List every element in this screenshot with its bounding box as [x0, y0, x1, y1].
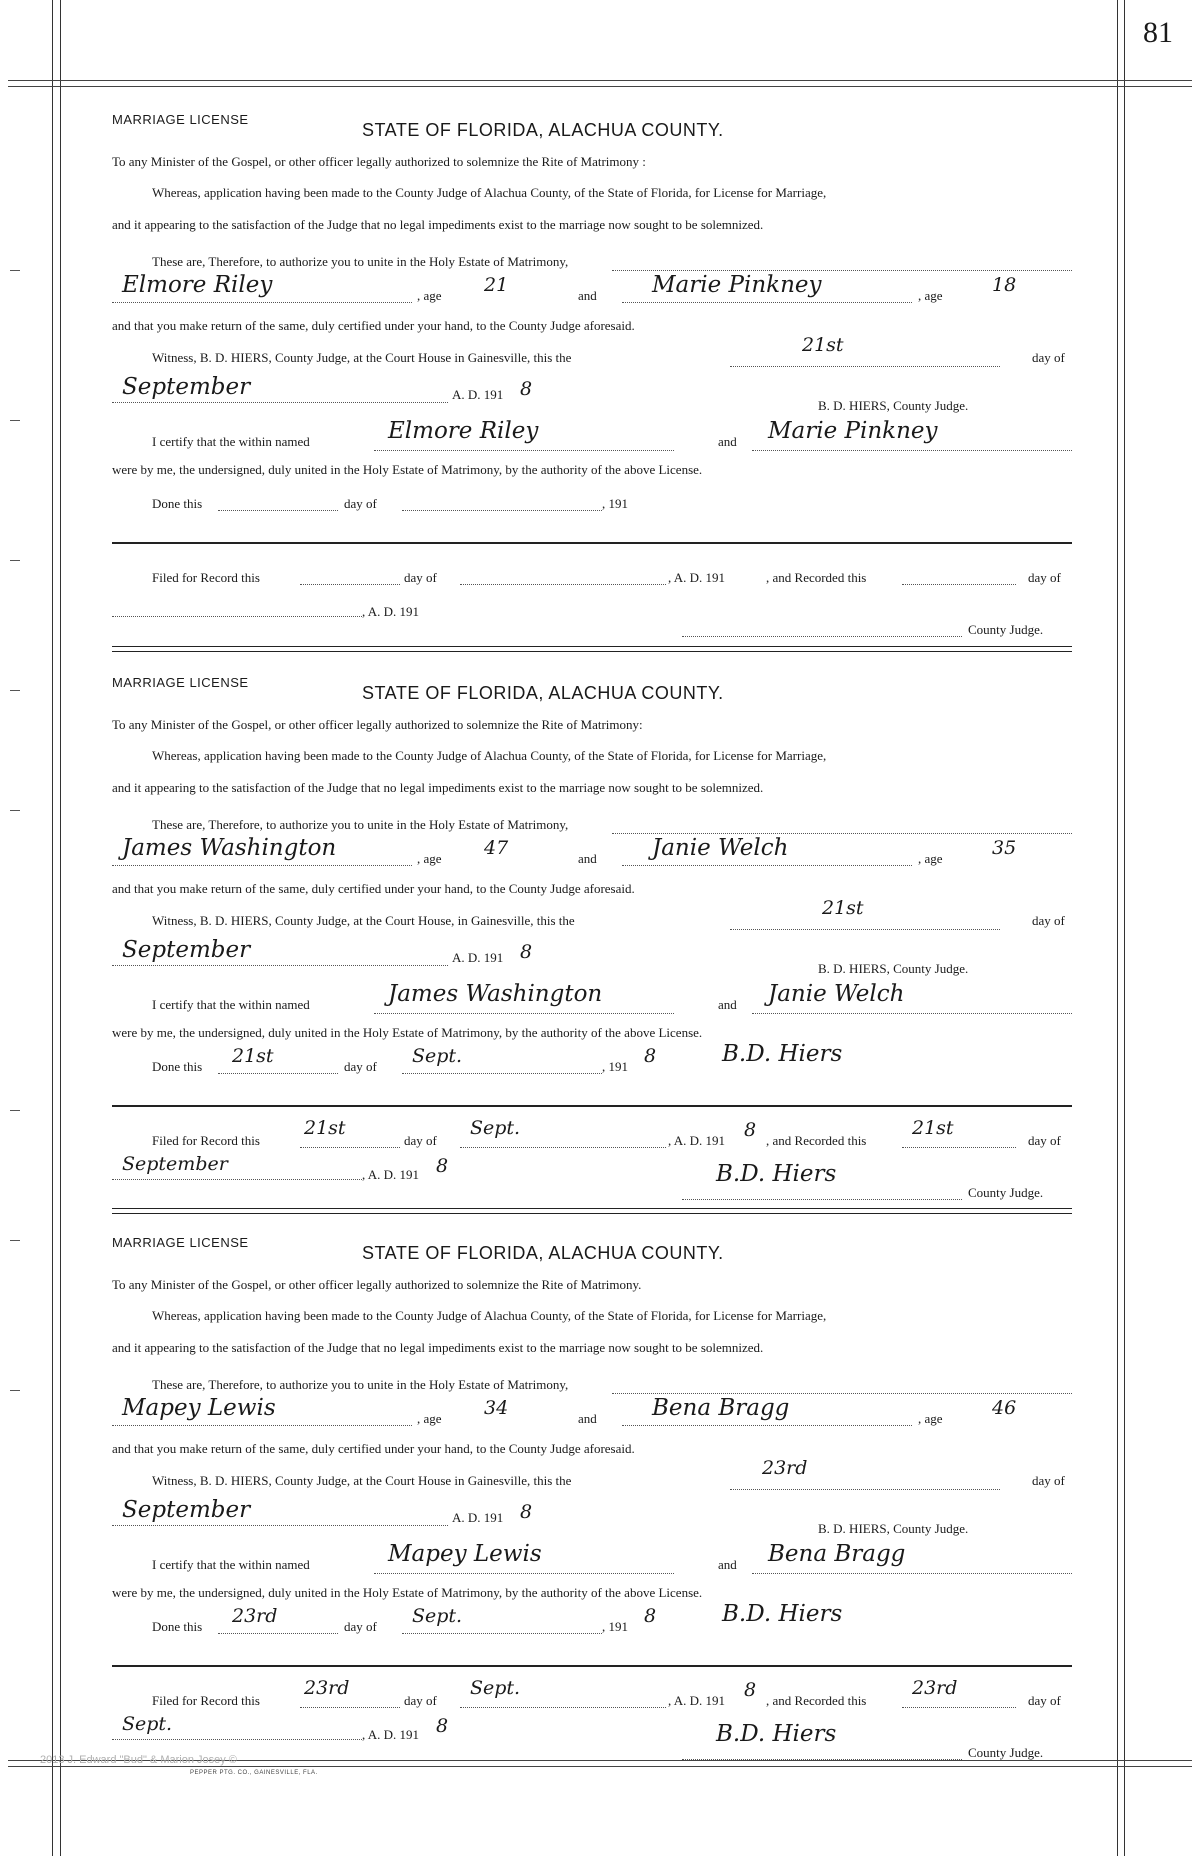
- witness-day: 23rd: [762, 1457, 808, 1479]
- whereas-line-2: and it appearing to the satisfaction of the Judge that no legal impediments exist to the marriage now sought to be solemnized.: [112, 780, 764, 795]
- dotted-rule: [622, 1425, 912, 1426]
- dotted-rule: [300, 1707, 400, 1708]
- done-signature: B.D. Hiers: [722, 1041, 843, 1067]
- certify-groom: Mapey Lewis: [388, 1541, 542, 1567]
- age-label: , age: [918, 851, 943, 866]
- dotted-rule: [682, 1199, 962, 1200]
- salutation: To any Minister of the Gospel, or other officer legally authorized to solemnize the Rite of Matrimony:: [112, 717, 643, 732]
- done-label: Done this: [152, 1619, 203, 1634]
- dotted-rule: [300, 1147, 400, 1148]
- witness-year-digit: 8: [520, 1501, 533, 1523]
- filed-ad-label: , A. D. 191: [668, 1133, 726, 1148]
- certify-line: I certify that the within named: [152, 434, 310, 449]
- done-year-digit: 8: [644, 1605, 657, 1627]
- recorded-day: 21st: [912, 1117, 954, 1139]
- day-of-label: day of: [1028, 1693, 1061, 1708]
- dotted-rule: [112, 402, 448, 403]
- license-3: [112, 1235, 1072, 1760]
- dotted-rule: [112, 302, 412, 303]
- county-judge-label: County Judge.: [968, 1745, 1044, 1760]
- filed-rule: [112, 1105, 1072, 1107]
- margin-tick: [10, 1110, 20, 1111]
- ad-label: A. D. 191: [452, 1510, 504, 1525]
- license-title: STATE OF FLORIDA, ALACHUA COUNTY.: [362, 1243, 724, 1263]
- authorize-line: These are, Therefore, to authorize you to unite in the Holy Estate of Matrimony,: [152, 254, 569, 269]
- certify-groom: Elmore Riley: [388, 418, 539, 444]
- recorded-ad-label: , A. D. 191: [362, 604, 420, 619]
- witness-line: Witness, B. D. HIERS, County Judge, at the Court House in Gainesville, this the: [152, 1473, 572, 1488]
- filed-year-digit: 8: [744, 1679, 757, 1701]
- united-line: were by me, the undersigned, duly united in the Holy Estate of Matrimony, by the authority of the above License.: [112, 462, 703, 477]
- day-of-label: day of: [344, 1619, 377, 1634]
- bride-age: 46: [992, 1397, 1017, 1419]
- ledger-rule-left-2: [60, 0, 61, 1856]
- groom-name: James Washington: [122, 835, 337, 861]
- dotted-rule: [112, 1739, 362, 1740]
- day-of-label: day of: [404, 1693, 437, 1708]
- day-of-label: day of: [1028, 570, 1061, 585]
- county-judge-label: County Judge.: [968, 622, 1044, 637]
- filed-label: Filed for Record this: [152, 1693, 260, 1708]
- ledger-rule-top-2: [8, 86, 1192, 87]
- and-label: and: [718, 997, 737, 1012]
- dotted-rule: [902, 1147, 1016, 1148]
- and-label: and: [718, 1557, 737, 1572]
- dotted-rule: [300, 584, 400, 585]
- witness-day: 21st: [802, 334, 844, 356]
- dotted-rule: [612, 270, 1072, 271]
- witness-day: 21st: [822, 897, 864, 919]
- groom-name: Elmore Riley: [122, 272, 273, 298]
- dotted-rule: [902, 1707, 1016, 1708]
- bride-age: 18: [992, 274, 1017, 296]
- united-line: were by me, the undersigned, duly united in the Holy Estate of Matrimony, by the authority of the above License.: [112, 1585, 703, 1600]
- dotted-rule: [112, 1425, 412, 1426]
- groom-age: 21: [484, 274, 509, 296]
- day-of-label: day of: [344, 496, 377, 511]
- witness-line: Witness, B. D. HIERS, County Judge, at the Court House, in Gainesville, this the: [152, 913, 575, 928]
- ledger-rule-right-2: [1124, 0, 1125, 1856]
- margin-tick: [10, 1240, 20, 1241]
- judge-line: B. D. HIERS, County Judge.: [818, 961, 969, 976]
- recorded-month: September: [122, 1153, 228, 1175]
- dotted-rule: [752, 1573, 1072, 1574]
- dotted-rule: [902, 584, 1016, 585]
- done-year-label: , 191: [602, 1059, 628, 1074]
- dotted-rule: [112, 865, 412, 866]
- filed-year-digit: 8: [744, 1119, 757, 1141]
- clerk-signature: B.D. Hiers: [716, 1721, 837, 1747]
- filed-label: Filed for Record this: [152, 570, 260, 585]
- dotted-rule: [402, 510, 602, 511]
- whereas-line-2: and it appearing to the satisfaction of the Judge that no legal impediments exist to the marriage now sought to be solemnized.: [112, 1340, 764, 1355]
- recorded-year-digit: 8: [436, 1715, 449, 1737]
- certify-line: I certify that the within named: [152, 997, 310, 1012]
- dotted-rule: [374, 1013, 674, 1014]
- ledger-rule-left-1: [52, 0, 53, 1856]
- witness-month: September: [122, 937, 251, 963]
- dotted-rule: [752, 450, 1072, 451]
- age-label: , age: [417, 851, 442, 866]
- license-title: STATE OF FLORIDA, ALACHUA COUNTY.: [362, 683, 724, 703]
- margin-tick: [10, 810, 20, 811]
- dotted-rule: [752, 1013, 1072, 1014]
- license-2: [112, 675, 1072, 1200]
- done-label: Done this: [152, 1059, 203, 1074]
- done-day: 23rd: [232, 1605, 278, 1627]
- dotted-rule: [612, 1393, 1072, 1394]
- recorded-label: , and Recorded this: [766, 1133, 867, 1148]
- dotted-rule: [112, 616, 362, 617]
- salutation: To any Minister of the Gospel, or other officer legally authorized to solemnize the Rite of Matrimony :: [112, 154, 646, 169]
- and-label: and: [578, 851, 597, 866]
- dotted-rule: [374, 450, 674, 451]
- recorded-label: , and Recorded this: [766, 1693, 867, 1708]
- age-label: , age: [918, 288, 943, 303]
- and-label: and: [718, 434, 737, 449]
- filed-day: 23rd: [304, 1677, 350, 1699]
- day-of-label: day of: [1032, 1473, 1065, 1488]
- filed-label: Filed for Record this: [152, 1133, 260, 1148]
- filed-month: Sept.: [470, 1677, 521, 1699]
- filed-month: Sept.: [470, 1117, 521, 1139]
- age-label: , age: [918, 1411, 943, 1426]
- dotted-rule: [402, 1633, 602, 1634]
- recorded-year-digit: 8: [436, 1155, 449, 1177]
- filed-day: 21st: [304, 1117, 346, 1139]
- day-of-label: day of: [404, 570, 437, 585]
- dotted-rule: [730, 929, 1000, 930]
- dotted-rule: [612, 833, 1072, 834]
- dotted-rule: [622, 865, 912, 866]
- judge-line: B. D. HIERS, County Judge.: [818, 1521, 969, 1536]
- salutation: To any Minister of the Gospel, or other officer legally authorized to solemnize the Rite of Matrimony.: [112, 1277, 642, 1292]
- license-label: MARRIAGE LICENSE: [112, 112, 249, 127]
- dotted-rule: [682, 1759, 962, 1760]
- whereas-line-1: Whereas, application having been made to the County Judge of Alachua County, of the State of Florida, for License for Marriage,: [152, 185, 827, 200]
- license-separator: [112, 1208, 1072, 1214]
- dotted-rule: [730, 1489, 1000, 1490]
- ledger-rule-bottom-2: [8, 1766, 1192, 1767]
- dotted-rule: [218, 1633, 338, 1634]
- groom-age: 34: [484, 1397, 509, 1419]
- groom-name: Mapey Lewis: [122, 1395, 276, 1421]
- united-line: were by me, the undersigned, duly united in the Holy Estate of Matrimony, by the authority of the above License.: [112, 1025, 703, 1040]
- return-line: and that you make return of the same, duly certified under your hand, to the County Judge aforesaid.: [112, 1441, 635, 1456]
- ledger-rule-right-1: [1117, 0, 1118, 1856]
- dotted-rule: [112, 965, 448, 966]
- filed-rule: [112, 542, 1072, 544]
- certify-bride: Bena Bragg: [768, 1541, 906, 1567]
- day-of-label: day of: [1032, 350, 1065, 365]
- day-of-label: day of: [344, 1059, 377, 1074]
- witness-year-digit: 8: [520, 378, 533, 400]
- certify-line: I certify that the within named: [152, 1557, 310, 1572]
- dotted-rule: [460, 1707, 666, 1708]
- clerk-signature: B.D. Hiers: [716, 1161, 837, 1187]
- filed-rule: [112, 1665, 1072, 1667]
- done-day: 21st: [232, 1045, 274, 1067]
- license-1: [112, 112, 1072, 637]
- printer-mark: PEPPER PTG. CO., GAINESVILLE, FLA.: [190, 1770, 318, 1776]
- dotted-rule: [402, 1073, 602, 1074]
- dotted-rule: [460, 1147, 666, 1148]
- dotted-rule: [460, 584, 666, 585]
- done-signature: B.D. Hiers: [722, 1601, 843, 1627]
- whereas-line-2: and it appearing to the satisfaction of the Judge that no legal impediments exist to the marriage now sought to be solemnized.: [112, 217, 764, 232]
- recorded-ad-label: , A. D. 191: [362, 1167, 420, 1182]
- done-month: Sept.: [412, 1045, 463, 1067]
- done-label: Done this: [152, 496, 203, 511]
- age-label: , age: [417, 1411, 442, 1426]
- recorded-label: , and Recorded this: [766, 570, 867, 585]
- copyright-watermark: 2013 J. Edward "Bud" & Marion Josey ©: [40, 1754, 237, 1766]
- license-label: MARRIAGE LICENSE: [112, 675, 249, 690]
- recorded-day: 23rd: [912, 1677, 958, 1699]
- groom-age: 47: [484, 837, 509, 859]
- return-line: and that you make return of the same, duly certified under your hand, to the County Judge aforesaid.: [112, 318, 635, 333]
- margin-tick: [10, 270, 20, 271]
- county-judge-label: County Judge.: [968, 1185, 1044, 1200]
- bride-age: 35: [992, 837, 1017, 859]
- margin-tick: [10, 690, 20, 691]
- dotted-rule: [730, 366, 1000, 367]
- bride-name: Janie Welch: [652, 835, 789, 861]
- dotted-rule: [374, 1573, 674, 1574]
- dotted-rule: [622, 302, 912, 303]
- license-title: STATE OF FLORIDA, ALACHUA COUNTY.: [362, 120, 724, 140]
- witness-month: September: [122, 1497, 251, 1523]
- license-label: MARRIAGE LICENSE: [112, 1235, 249, 1250]
- ledger-rule-top-1: [8, 80, 1192, 81]
- ad-label: A. D. 191: [452, 387, 504, 402]
- witness-line: Witness, B. D. HIERS, County Judge, at the Court House in Gainesville, this the: [152, 350, 572, 365]
- return-line: and that you make return of the same, duly certified under your hand, to the County Judge aforesaid.: [112, 881, 635, 896]
- witness-year-digit: 8: [520, 941, 533, 963]
- dotted-rule: [218, 510, 338, 511]
- license-separator: [112, 646, 1072, 652]
- recorded-ad-label: , A. D. 191: [362, 1727, 420, 1742]
- certify-bride: Marie Pinkney: [768, 418, 938, 444]
- bride-name: Bena Bragg: [652, 1395, 790, 1421]
- filed-ad-label: , A. D. 191: [668, 1693, 726, 1708]
- margin-tick: [10, 560, 20, 561]
- bride-name: Marie Pinkney: [652, 272, 822, 298]
- page-number: 81: [1143, 16, 1173, 49]
- day-of-label: day of: [404, 1133, 437, 1148]
- authorize-line: These are, Therefore, to authorize you to unite in the Holy Estate of Matrimony,: [152, 817, 569, 832]
- age-label: , age: [417, 288, 442, 303]
- witness-month: September: [122, 374, 251, 400]
- done-month: Sept.: [412, 1605, 463, 1627]
- done-year-label: , 191: [602, 1619, 628, 1634]
- judge-line: B. D. HIERS, County Judge.: [818, 398, 969, 413]
- authorize-line: These are, Therefore, to authorize you to unite in the Holy Estate of Matrimony,: [152, 1377, 569, 1392]
- dotted-rule: [112, 1179, 362, 1180]
- day-of-label: day of: [1028, 1133, 1061, 1148]
- certify-bride: Janie Welch: [768, 981, 905, 1007]
- filed-ad-label: , A. D. 191: [668, 570, 726, 585]
- margin-tick: [10, 1390, 20, 1391]
- and-label: and: [578, 1411, 597, 1426]
- done-year-label: , 191: [602, 496, 628, 511]
- day-of-label: day of: [1032, 913, 1065, 928]
- certify-groom: James Washington: [388, 981, 603, 1007]
- dotted-rule: [218, 1073, 338, 1074]
- dotted-rule: [682, 636, 962, 637]
- whereas-line-1: Whereas, application having been made to the County Judge of Alachua County, of the State of Florida, for License for Marriage,: [152, 1308, 827, 1323]
- dotted-rule: [112, 1525, 448, 1526]
- done-year-digit: 8: [644, 1045, 657, 1067]
- and-label: and: [578, 288, 597, 303]
- margin-tick: [10, 420, 20, 421]
- recorded-month: Sept.: [122, 1713, 173, 1735]
- ad-label: A. D. 191: [452, 950, 504, 965]
- whereas-line-1: Whereas, application having been made to the County Judge of Alachua County, of the State of Florida, for License for Marriage,: [152, 748, 827, 763]
